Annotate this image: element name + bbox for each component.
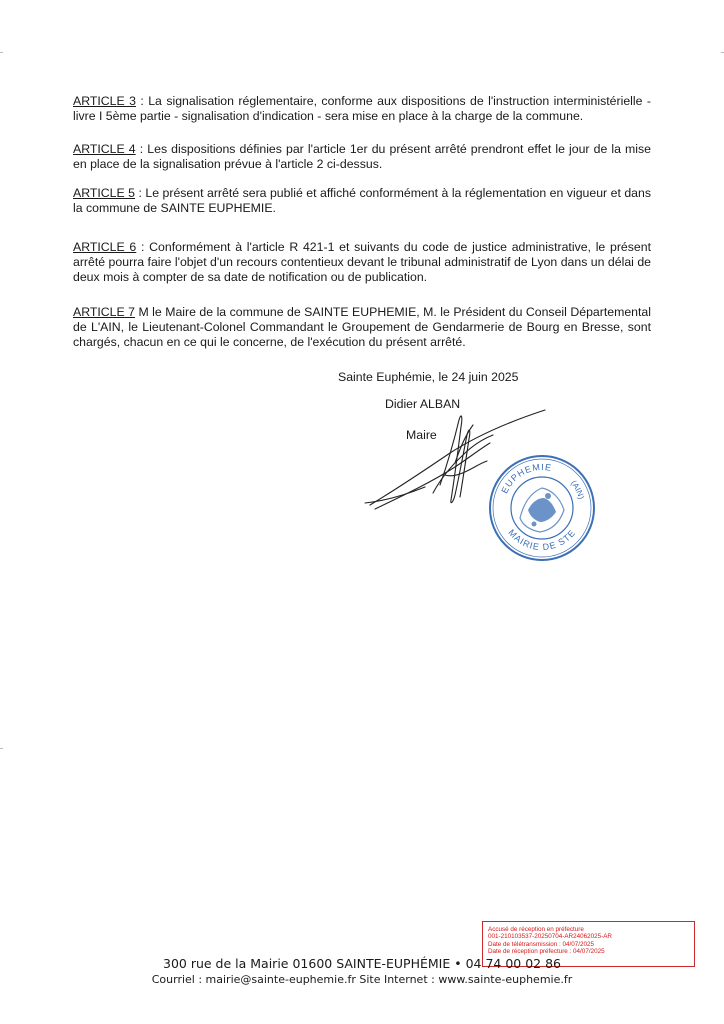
seal-text-right: (AIN) (569, 478, 586, 501)
seal-text-top: EUPHEMIE (499, 461, 553, 495)
seal-text-bottom: MAIRIE DE STE (506, 527, 578, 553)
article-5 (73, 186, 651, 216)
receipt-line: Date de réception préfecture : 04/07/2025 (488, 948, 605, 956)
signature-place-date: Sainte Euphémie, le 24 juin 2025 (338, 370, 519, 384)
article-7 (73, 305, 651, 350)
article-3 (73, 94, 651, 124)
receipt-line: 001-210103537-20250704-AR24062025-AR (488, 933, 612, 941)
scan-margin-mark (0, 748, 3, 749)
article-4-label: ARTICLE 4 (73, 142, 136, 156)
article-4 (73, 142, 651, 172)
footer-contact: Courriel : mairie@sainte-euphemie.fr Site Internet : www.sainte-euphemie.fr (151, 973, 573, 986)
article-6-label: ARTICLE 6 (73, 240, 137, 254)
seal-emblem (520, 488, 564, 532)
article-6 (73, 240, 651, 285)
signatory-title: Maire (406, 428, 437, 442)
scan-margin-mark (0, 52, 3, 53)
article-7-text: M le Maire de la commune de SAINTE EUPHEMIE, M. le Président du Conseil Départemental de L'AIN, le Lieutenant-Colonel Commandant le Groupement de Gendarmerie de Bourg en Bresse, sont chargés, chacun en ce qui le concerne, de l'exécution du présent arrêté. (73, 305, 651, 349)
receipt-line: Date de télétransmission : 04/07/2025 (488, 940, 595, 948)
article-3-label: ARTICLE 3 (73, 94, 136, 108)
article-6-text: : Conformément à l'article R 421-1 et suivants du code de justice administrative, le présent arrêté pourra faire l'objet d'un recours contentieux devant le tribunal administratif de Lyon dans un délai de deux mois à compter de sa date de notification ou de publication. (73, 240, 651, 284)
municipal-seal (486, 452, 598, 564)
article-5-text: : Le présent arrêté sera publié et affiché conformément à la réglementation en vigueur et dans la commune de SAINTE EUPHEMIE. (73, 186, 651, 215)
article-5-label: ARTICLE 5 (73, 186, 136, 200)
signatory-name: Didier ALBAN (385, 397, 461, 411)
article-3-text: : La signalisation réglementaire, conforme aux dispositions de l'instruction interministérielle - livre I 5ème partie - signalisation d'indication - sera mise en place à la charge de la commune. (73, 94, 651, 123)
article-4-text: : Les dispositions définies par l'article 1er du présent arrêté prendront effet le jour de la mise en place de la signalisation prévue à l'article 2 ci-dessus. (73, 142, 652, 171)
footer-address: 300 rue de la Mairie 01600 SAINTE-EUPHÉMIE • 04 74 00 02 86 (163, 956, 561, 971)
article-7-label: ARTICLE 7 (73, 305, 136, 319)
receipt-line: Accusé de réception en préfecture (488, 926, 584, 933)
